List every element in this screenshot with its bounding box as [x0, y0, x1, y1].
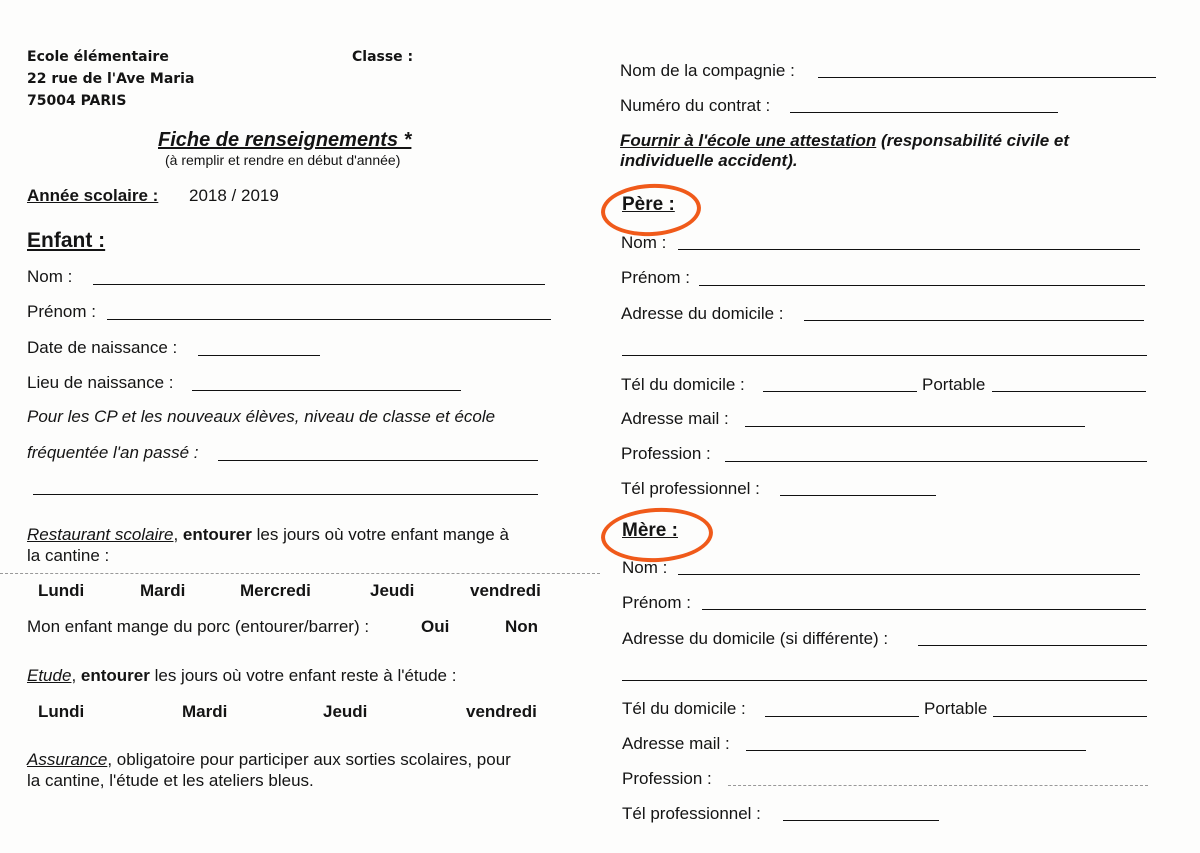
enfant-heading: Enfant : [27, 229, 106, 252]
etude-rest: les jours où votre enfant reste à l'étude : [149, 666, 457, 685]
restaurant-sep: , [173, 525, 183, 544]
mere-nom-label: Nom : [622, 558, 668, 577]
restaurant-day-vendredi[interactable]: vendredi [470, 581, 541, 600]
pere-heading: Père : [622, 194, 675, 215]
fournir-line-1 [620, 131, 1069, 151]
pere-tel-label: Tél du domicile : [621, 375, 745, 394]
mere-portable-field[interactable] [993, 716, 1147, 717]
compagnie-label: Nom de la compagnie : [620, 61, 795, 80]
pere-profession-field[interactable] [725, 461, 1147, 462]
etude-day-mardi[interactable]: Mardi [182, 702, 228, 721]
pere-profession-label: Profession : [621, 444, 711, 463]
mere-profession-label: Profession : [622, 769, 712, 788]
mere-adresse-field[interactable] [918, 645, 1147, 646]
enfant-date-field[interactable] [198, 355, 320, 356]
porc-question: Mon enfant mange du porc (entourer/barrer) : [27, 617, 370, 636]
mere-adresse-field-2[interactable] [622, 680, 1147, 681]
restaurant-day-mardi[interactable]: Mardi [140, 581, 186, 600]
assurance-line-2: la cantine, l'étude et les ateliers bleus. [27, 771, 314, 790]
etude-day-jeudi[interactable]: Jeudi [323, 702, 368, 721]
pere-portable-label: Portable [922, 375, 986, 394]
pere-nom-field[interactable] [678, 249, 1140, 250]
school-street: 22 rue de l'Ave Maria [27, 71, 195, 87]
pere-adresse-label: Adresse du domicile : [621, 304, 784, 323]
enfant-date-label: Date de naissance : [27, 338, 178, 357]
restaurant-day-lundi[interactable]: Lundi [38, 581, 85, 600]
fournir-line-2: individuelle accident). [620, 151, 798, 170]
mere-tel-label: Tél du domicile : [622, 699, 746, 718]
year-label: Année scolaire : [27, 186, 159, 205]
pere-adresse-field-2[interactable] [622, 355, 1147, 356]
pere-adresse-field[interactable] [804, 320, 1144, 321]
enfant-prenom-field[interactable] [107, 319, 551, 320]
pere-prenom-field[interactable] [699, 285, 1145, 286]
form-title: Fiche de renseignements * [158, 129, 412, 151]
enfant-prenom-label: Prénom : [27, 302, 96, 321]
mere-portable-label: Portable [924, 699, 988, 718]
etude-sep: , [71, 666, 81, 685]
scan-fold-line [0, 573, 600, 574]
year-value: 2018 / 2019 [189, 186, 279, 205]
restaurant-rest1: les jours où votre enfant mange à [251, 525, 509, 544]
fournir-underlined: Fournir à l'école une attestation [620, 131, 877, 150]
pere-telpro-field[interactable] [780, 495, 936, 496]
etude-day-lundi[interactable]: Lundi [38, 702, 85, 721]
mere-nom-field[interactable] [678, 574, 1140, 575]
enfant-frequentee-label: fréquentée l'an passé : [27, 443, 199, 462]
mere-heading: Mère : [622, 520, 678, 541]
mere-prenom-label: Prénom : [622, 593, 691, 612]
etude-link: Etude [27, 666, 72, 685]
mere-tel-field[interactable] [765, 716, 919, 717]
form-subtitle: (à remplir et rendre en début d'année) [165, 152, 401, 168]
fournir-rest1: (responsabilité civile et [876, 131, 1070, 150]
mere-telpro-field[interactable] [783, 820, 939, 821]
pere-mail-field[interactable] [745, 426, 1085, 427]
mere-mail-field[interactable] [746, 750, 1086, 751]
compagnie-field[interactable] [818, 77, 1156, 78]
pere-telpro-label: Tél professionnel : [621, 479, 760, 498]
restaurant-line-2: la cantine : [27, 546, 110, 565]
assurance-line-1 [27, 750, 511, 770]
enfant-lieu-label: Lieu de naissance : [27, 373, 174, 392]
restaurant-line-1 [27, 525, 509, 545]
mere-telpro-label: Tél professionnel : [622, 804, 761, 823]
mere-prenom-field[interactable] [702, 609, 1146, 610]
assurance-rest1: , obligatoire pour participer aux sorties scolaires, pour [107, 750, 511, 769]
mere-adresse-label: Adresse du domicile (si différente) : [622, 629, 889, 648]
pere-mail-label: Adresse mail : [621, 409, 729, 428]
enfant-nom-label: Nom : [27, 267, 73, 286]
etude-line [27, 666, 456, 686]
enfant-nom-field[interactable] [93, 284, 545, 285]
contrat-label: Numéro du contrat : [620, 96, 771, 115]
mere-profession-field[interactable] [728, 785, 1148, 786]
porc-oui[interactable]: Oui [421, 617, 450, 636]
assurance-link: Assurance [27, 750, 108, 769]
enfant-cp-note: Pour les CP et les nouveaux élèves, niveau de classe et école [27, 407, 496, 426]
mere-mail-label: Adresse mail : [622, 734, 730, 753]
classe-label: Classe : [352, 49, 414, 65]
restaurant-link: Restaurant scolaire [27, 525, 174, 544]
etude-day-vendredi[interactable]: vendredi [466, 702, 537, 721]
restaurant-day-mercredi[interactable]: Mercredi [240, 581, 311, 600]
contrat-field[interactable] [790, 112, 1058, 113]
pere-tel-field[interactable] [763, 391, 917, 392]
enfant-lieu-field[interactable] [192, 390, 461, 391]
enfant-frequentee-field-2[interactable] [33, 494, 538, 495]
restaurant-day-jeudi[interactable]: Jeudi [370, 581, 415, 600]
etude-verb: entourer [80, 666, 150, 685]
porc-non[interactable]: Non [505, 617, 539, 636]
school-city: 75004 PARIS [27, 93, 127, 109]
pere-nom-label: Nom : [621, 233, 667, 252]
school-name: Ecole élémentaire [27, 49, 169, 65]
pere-portable-field[interactable] [992, 391, 1146, 392]
enfant-frequentee-field[interactable] [218, 460, 538, 461]
restaurant-verb: entourer [182, 525, 252, 544]
pere-prenom-label: Prénom : [621, 268, 690, 287]
